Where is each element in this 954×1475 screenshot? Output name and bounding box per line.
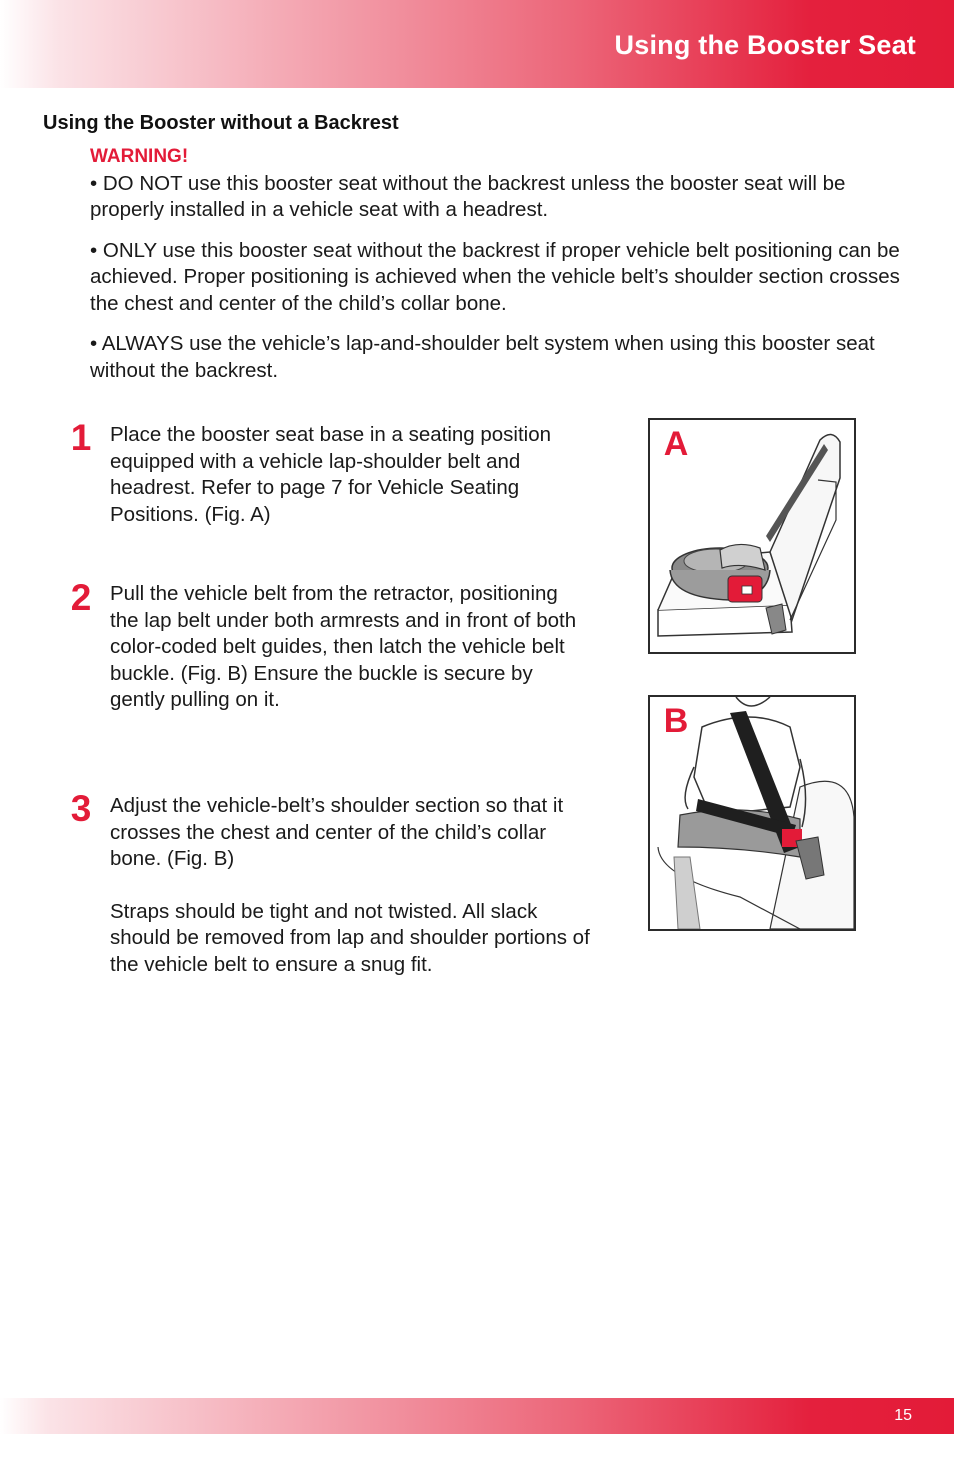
step-3: [110, 793, 590, 978]
warning-item-3: • ALWAYS use the vehicle’s lap-and-shoulder belt system when using this booster seat without the backrest.: [90, 332, 875, 382]
page-number: 15: [894, 1407, 912, 1424]
step-3-note: Straps should be tight and not twisted. All slack should be removed from lap and shoulder portions of the vehicle belt to ensure a snug fit.: [110, 899, 590, 976]
figure-b: [648, 695, 856, 931]
figure-a: [648, 418, 856, 654]
warning-item-2: • ONLY use this booster seat without the backrest if proper vehicle belt positioning can be achieved. Proper positioning is achieved when the vehicle belt’s shoulder section crosses the chest and center of the child’s collar bone.: [90, 238, 900, 315]
step-number-1: 1: [70, 417, 92, 458]
step-1: [110, 422, 590, 528]
page-title: Using the Booster Seat: [614, 30, 916, 60]
warning-block: [90, 144, 900, 398]
step-number-3: 3: [70, 788, 92, 829]
step-2: [110, 581, 590, 714]
figure-b-label: B: [663, 702, 689, 740]
step-2-text: Pull the vehicle belt from the retractor, positioning the lap belt under both armrests and in front of both color-coded belt guides, then latch the vehicle belt buckle. (Fig. B) Ensure the buckle is secure by gently pulling on it.: [110, 582, 577, 711]
warning-label: WARNING!: [90, 146, 189, 167]
step-1-text: Place the booster seat base in a seating position equipped with a vehicle lap-shoulder belt and headrest. Refer to page 7 for Vehicle Seating Positions. (Fig. A): [110, 423, 552, 526]
footer-band: [0, 1398, 954, 1434]
section-title: Using the Booster without a Backrest: [43, 112, 399, 134]
warning-item-1: • DO NOT use this booster seat without the backrest unless the booster seat will be properly installed in a vehicle seat with a headrest.: [90, 171, 846, 221]
figure-a-label: A: [663, 425, 689, 463]
step-number-2: 2: [70, 577, 92, 618]
step-3-text: Adjust the vehicle-belt’s shoulder section so that it crosses the chest and center of the child’s collar bone. (Fig. B): [110, 794, 564, 870]
